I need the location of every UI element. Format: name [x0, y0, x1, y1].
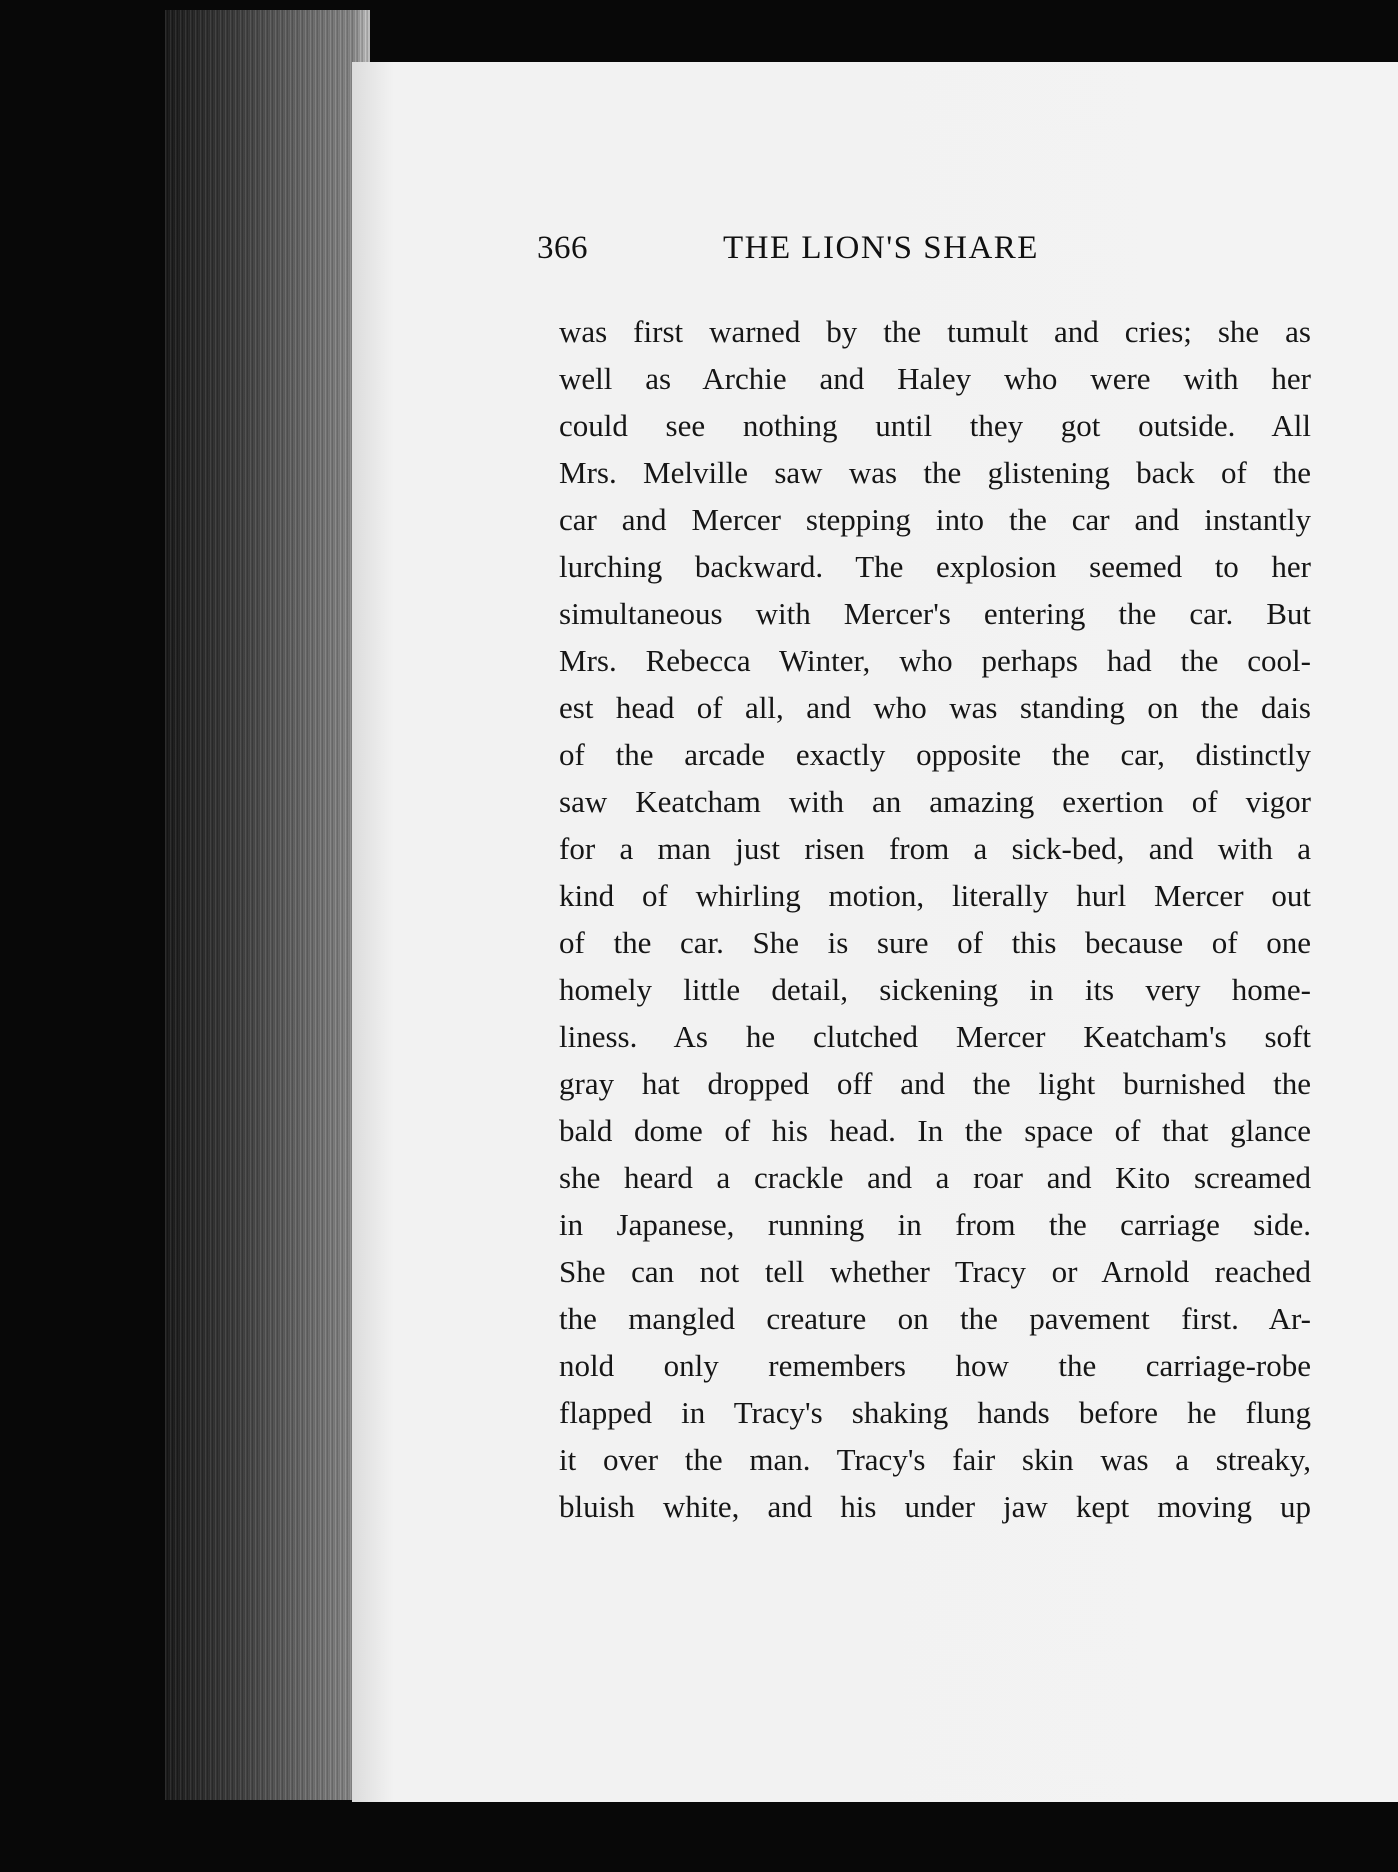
text-line: was first warned by the tumult and cries; she as — [559, 314, 1311, 349]
text-line: the mangled creature on the pavement first. Ar- — [559, 1301, 1311, 1336]
text-line: kind of whirling motion, literally hurl Mercer out — [559, 878, 1311, 913]
text-line: for a man just risen from a sick-bed, and with a — [559, 831, 1311, 866]
text-line: Mrs. Rebecca Winter, who perhaps had the cool- — [559, 643, 1311, 678]
text-line: of the car. She is sure of this because of one — [559, 925, 1311, 960]
text-line: simultaneous with Mercer's entering the car. But — [559, 596, 1311, 631]
text-line: could see nothing until they got outside. All — [559, 408, 1311, 443]
text-line: flapped in Tracy's shaking hands before he flung — [559, 1395, 1311, 1430]
text-line: in Japanese, running in from the carriage side. — [559, 1207, 1311, 1242]
body-text — [559, 308, 1311, 1530]
text-line: est head of all, and who was standing on the dais — [559, 690, 1311, 725]
page-number: 366 — [537, 230, 588, 266]
text-line: Mrs. Melville saw was the glistening back of the — [559, 455, 1311, 490]
text-line: lurching backward. The explosion seemed to her — [559, 549, 1311, 584]
text-line: bluish white, and his under jaw kept moving up — [559, 1489, 1311, 1524]
text-line: well as Archie and Haley who were with her — [559, 361, 1311, 396]
text-line: she heard a crackle and a roar and Kito screamed — [559, 1160, 1311, 1195]
text-line: homely little detail, sickening in its very home- — [559, 972, 1311, 1007]
book-page — [352, 62, 1398, 1802]
text-line: of the arcade exactly opposite the car, distinctly — [559, 737, 1311, 772]
text-line: bald dome of his head. In the space of that glance — [559, 1113, 1311, 1148]
text-line: car and Mercer stepping into the car and instantly — [559, 502, 1311, 537]
text-line: She can not tell whether Tracy or Arnold reached — [559, 1254, 1311, 1289]
text-line: saw Keatcham with an amazing exertion of vigor — [559, 784, 1311, 819]
text-line: liness. As he clutched Mercer Keatcham's soft — [559, 1019, 1311, 1054]
text-line: it over the man. Tracy's fair skin was a streaky, — [559, 1442, 1311, 1477]
book-title: THE LION'S SHARE — [723, 230, 1039, 266]
running-head — [537, 230, 1327, 280]
book-page-edges — [165, 10, 370, 1800]
text-line: gray hat dropped off and the light burnished the — [559, 1066, 1311, 1101]
text-line: nold only remembers how the carriage-robe — [559, 1348, 1311, 1383]
